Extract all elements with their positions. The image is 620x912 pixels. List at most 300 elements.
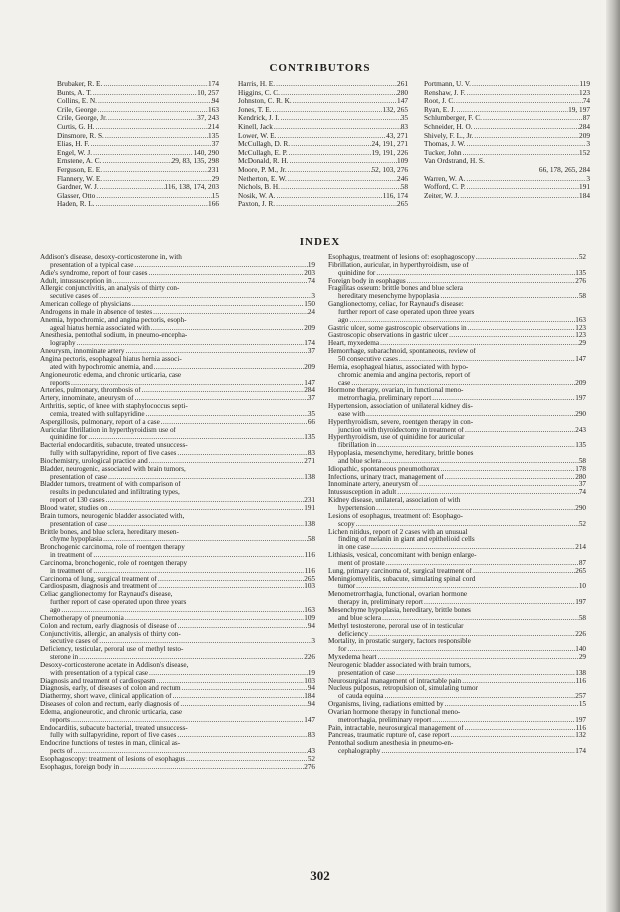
index-entry-text: Myxedema heart bbox=[328, 654, 377, 662]
index-entry-text: further report of case operated upon three years bbox=[338, 308, 475, 316]
contributor-entry bbox=[238, 192, 408, 201]
contributors-heading: CONTRIBUTORS bbox=[269, 62, 371, 74]
index-entry-pages: 132 bbox=[575, 732, 586, 740]
index-entry bbox=[328, 301, 586, 325]
index-entry-pages: 191 bbox=[304, 505, 315, 512]
contributors-column-1 bbox=[57, 80, 219, 209]
contributor-pages: 94 bbox=[211, 97, 219, 106]
index-entry bbox=[328, 403, 586, 419]
index-entry-pages: 94 bbox=[307, 701, 315, 709]
index-entry-text: Adult, intussusception in bbox=[40, 277, 112, 285]
index-entry bbox=[328, 740, 586, 756]
index-entry-text: hereditary mesenchyme hypoplasia bbox=[338, 293, 440, 301]
leader-dots bbox=[418, 481, 579, 489]
contributor-name: Crile, George, Jr. bbox=[57, 114, 107, 123]
leader-dots bbox=[148, 458, 305, 466]
index-entry bbox=[40, 544, 315, 560]
index-entry bbox=[40, 332, 315, 348]
index-entry-text: Bronchogenic carcinoma, role of roentgen therapy bbox=[40, 544, 185, 552]
leader-dots bbox=[92, 149, 193, 158]
index-entry bbox=[328, 364, 586, 388]
index-entry bbox=[40, 576, 315, 584]
index-entry-pages: 231 bbox=[304, 497, 315, 505]
index-entry-pages: 163 bbox=[575, 316, 586, 324]
contributor-pages: 19, 191, 226 bbox=[371, 148, 408, 157]
leader-dots bbox=[465, 175, 586, 184]
index-entry-pages: 203 bbox=[304, 269, 315, 277]
leader-dots bbox=[473, 132, 579, 141]
index-entry-text: Carcinoma, bronchogenic, role of roentgen therapy bbox=[40, 559, 188, 567]
index-entry-text: Adie's syndrome, report of four cases bbox=[40, 269, 148, 277]
contributor-entry bbox=[57, 192, 219, 201]
leader-dots bbox=[466, 89, 579, 98]
leader-dots bbox=[97, 106, 208, 115]
index-entry bbox=[40, 678, 315, 686]
leader-dots bbox=[276, 132, 386, 141]
leader-dots bbox=[76, 340, 305, 348]
index-entry-text: case bbox=[338, 379, 351, 387]
contributor-pages: 19, 197 bbox=[568, 105, 590, 114]
contributor-entry bbox=[424, 123, 590, 132]
leader-dots bbox=[124, 615, 304, 623]
index-entry-text: Auricular fibrillation in hyperthyroidism use of bbox=[40, 426, 176, 434]
leader-dots bbox=[464, 725, 576, 733]
index-entry-pages: 74 bbox=[307, 277, 315, 285]
index-entry bbox=[40, 513, 315, 529]
index-entry bbox=[328, 340, 586, 348]
contributor-name: McCullagh, E. P. bbox=[238, 148, 288, 157]
index-entry-pages: 209 bbox=[304, 324, 315, 332]
index-entry-pages: 150 bbox=[304, 301, 315, 309]
index-entry-pages: 43 bbox=[307, 748, 315, 756]
leader-dots bbox=[380, 748, 575, 756]
leader-dots bbox=[124, 348, 307, 356]
leader-dots bbox=[471, 80, 579, 89]
index-entry-text: junction with thyroidectomy in treatment of bbox=[338, 426, 464, 434]
index-entry-text: reports bbox=[50, 379, 70, 387]
index-entry bbox=[40, 458, 315, 466]
leader-dots bbox=[153, 364, 304, 372]
index-entry bbox=[40, 529, 315, 545]
index-entry-text: quinidine for bbox=[50, 434, 88, 442]
leader-dots bbox=[177, 623, 308, 631]
leader-dots bbox=[92, 552, 304, 560]
leader-dots bbox=[482, 114, 583, 123]
index-entry-text: Lung, primary carcinoma of, surgical treatment of bbox=[328, 567, 472, 575]
index-entry-pages: 209 bbox=[575, 379, 586, 387]
index-entry-text: reports bbox=[50, 716, 70, 724]
index-entry bbox=[40, 740, 315, 756]
leader-dots bbox=[440, 466, 576, 474]
index-entry-text: further report of case operated upon three years bbox=[50, 599, 187, 607]
index-entry-text: Endocarditis, subacute bacterial, treated unsuccess- bbox=[40, 724, 188, 732]
index-entry-text: Ganglionectomy, celiac, for Raynaud's disease: bbox=[328, 301, 464, 309]
index-entry bbox=[40, 764, 315, 772]
index-entry-pages: 290 bbox=[575, 505, 586, 512]
leader-dots bbox=[99, 183, 165, 192]
contributor-entry bbox=[238, 114, 408, 123]
index-entry-pages: 87 bbox=[578, 559, 586, 567]
contributor-pages: 66, 178, 265, 284 bbox=[538, 165, 590, 174]
index-entry bbox=[328, 481, 586, 489]
index-entry-text: lography bbox=[50, 340, 76, 348]
index-entry-pages: 103 bbox=[304, 677, 315, 685]
contributor-name: Higgins, C. C. bbox=[238, 88, 280, 97]
contributors-column-3 bbox=[424, 80, 590, 200]
contributor-pages: 184 bbox=[579, 191, 590, 200]
index-entry-pages: 184 bbox=[304, 693, 315, 701]
index-entry bbox=[40, 662, 315, 678]
contributor-name: Lower, W. E. bbox=[238, 131, 277, 140]
index-entry-pages: 19 bbox=[307, 261, 315, 269]
leader-dots bbox=[431, 395, 575, 403]
index-entry-text: Hypoplasia, mesenchyme, hereditary, brittle bones bbox=[328, 450, 474, 458]
index-entry bbox=[328, 732, 586, 740]
index-entry bbox=[328, 709, 586, 725]
contributor-pages: 15 bbox=[211, 191, 219, 200]
index-entry bbox=[40, 481, 315, 505]
leader-dots bbox=[119, 764, 304, 772]
index-entry-text: Chemotherapy of pneumonia bbox=[40, 614, 124, 622]
leader-dots bbox=[92, 89, 197, 98]
index-entry-text: Angioneurotic edema, and chronic urticaria, case bbox=[40, 371, 182, 379]
contributor-name: Nichols, B. H. bbox=[238, 183, 280, 192]
leader-dots bbox=[473, 123, 580, 132]
index-entry bbox=[328, 654, 586, 662]
contributor-pages: 83 bbox=[400, 122, 408, 131]
contributor-pages: 246 bbox=[397, 174, 408, 183]
contributor-name: Ernstene, A. C. bbox=[57, 157, 102, 166]
index-entry bbox=[328, 466, 586, 474]
index-entry-text: Deficiency, testicular, peroral use of methyl testo- bbox=[40, 646, 184, 654]
leader-dots bbox=[108, 505, 305, 513]
index-entry-text: Diagnosis, early, of diseases of colon and rectum bbox=[40, 685, 181, 693]
leader-dots bbox=[102, 175, 212, 184]
leader-dots bbox=[444, 474, 575, 482]
index-entry bbox=[328, 254, 586, 262]
index-entry-text: Pancreas, traumatic rupture of, case report bbox=[328, 732, 450, 740]
contributor-entry bbox=[238, 97, 408, 106]
leader-dots bbox=[348, 317, 575, 325]
index-entry-text: Pain, intractable, neurosurgical management of bbox=[328, 724, 464, 732]
index-entry-text: deficiency bbox=[338, 630, 368, 638]
leader-dots bbox=[275, 200, 397, 209]
index-entry-pages: 197 bbox=[575, 395, 586, 403]
index-entry bbox=[40, 631, 315, 647]
contributor-name: Van Ordstrand, H. S. bbox=[424, 157, 485, 166]
contributor-entry bbox=[57, 149, 219, 158]
index-entry-pages: 147 bbox=[304, 716, 315, 724]
index-entry-text: Artery, innominate, aneurysm of bbox=[40, 395, 134, 403]
index-entry-pages: 197 bbox=[575, 716, 586, 724]
leader-dots bbox=[381, 615, 579, 623]
index-entry-text: Blood water, studies on bbox=[40, 505, 108, 512]
index-entry-text: Idiopathic, spontaneous pneumothorax bbox=[328, 465, 440, 473]
contributor-entry bbox=[238, 80, 408, 89]
leader-dots bbox=[155, 678, 304, 686]
index-entry bbox=[40, 317, 315, 333]
index-entry-text: quinidine for bbox=[338, 269, 376, 277]
contributor-entry bbox=[424, 183, 590, 192]
index-entry-text: Endocrine functions of testes in man, clinical as- bbox=[40, 740, 181, 748]
index-entry-pages: 138 bbox=[304, 520, 315, 528]
index-entry bbox=[328, 325, 586, 333]
leader-dots bbox=[78, 654, 304, 662]
index-entry-pages: 140 bbox=[575, 646, 586, 654]
index-entry bbox=[40, 646, 315, 662]
contributor-pages: 163 bbox=[208, 105, 219, 114]
index-entry-pages: 226 bbox=[304, 654, 315, 662]
index-entry-text: in treatment of bbox=[50, 552, 93, 560]
index-entry-pages: 257 bbox=[575, 693, 586, 701]
leader-dots bbox=[97, 97, 212, 106]
contributor-pages: 24, 191, 271 bbox=[371, 140, 408, 149]
index-entry-text: Brittle bones, and blue sclera, hereditary mesen- bbox=[40, 528, 179, 536]
leader-dots bbox=[365, 411, 575, 419]
index-entry bbox=[40, 505, 315, 513]
contributor-name: Kendrick, J. I. bbox=[238, 114, 280, 123]
index-entry bbox=[328, 591, 586, 607]
index-entry-text: ment of prostate bbox=[338, 559, 385, 567]
leader-dots bbox=[98, 638, 311, 646]
index-entry-text: Arteries, pulmonary, thrombosis of bbox=[40, 387, 141, 395]
index-entry-text: ago bbox=[50, 606, 61, 614]
contributor-pages: 3 bbox=[586, 140, 590, 149]
index-entry-pages: 52 bbox=[578, 520, 586, 528]
leader-dots bbox=[444, 701, 579, 709]
index-entry-pages: 138 bbox=[304, 473, 315, 481]
leader-dots bbox=[95, 192, 211, 201]
index-entry-pages: 174 bbox=[304, 340, 315, 348]
leader-dots bbox=[456, 106, 569, 115]
index-entry bbox=[40, 419, 315, 427]
index-entry-pages: 265 bbox=[304, 575, 315, 583]
index-entry bbox=[40, 372, 315, 388]
index-entry-pages: 19 bbox=[307, 669, 315, 677]
leader-dots bbox=[273, 123, 401, 132]
leader-dots bbox=[70, 380, 304, 388]
index-entry-text: Infections, urinary tract, management of bbox=[328, 473, 444, 481]
leader-dots bbox=[92, 568, 304, 576]
contributor-entry bbox=[57, 140, 219, 149]
index-entry-text: Hyperthyroidism, severe, roentgen therapy in con- bbox=[328, 418, 474, 426]
index-entry bbox=[40, 591, 315, 615]
index-entry-text: Foreign body in esophagus bbox=[328, 277, 406, 285]
leader-dots bbox=[375, 505, 575, 513]
index-entry-pages: 3 bbox=[311, 293, 315, 301]
contributor-entry bbox=[57, 166, 219, 175]
contributor-pages: 116, 138, 174, 203 bbox=[164, 183, 219, 192]
index-entry-text: Aneurysm, innominate artery bbox=[40, 348, 125, 356]
index-entry-text: Colon and rectum, early diagnosis of disease of bbox=[40, 622, 177, 630]
index-entry-pages: 10 bbox=[578, 583, 586, 591]
leader-dots bbox=[368, 631, 575, 639]
index-entry bbox=[328, 434, 586, 450]
index-entry bbox=[328, 529, 586, 553]
contributor-pages: 109 bbox=[397, 157, 408, 166]
index-entry bbox=[40, 301, 315, 309]
index-entry bbox=[328, 623, 586, 639]
contributor-pages: 29, 83, 135, 298 bbox=[171, 157, 219, 166]
leader-dots bbox=[104, 132, 208, 141]
index-entry-text: Bladder tumors, treatment of with comparison of bbox=[40, 481, 181, 489]
contributor-pages: 116, 174 bbox=[382, 191, 408, 200]
index-entry bbox=[40, 403, 315, 419]
index-entry bbox=[40, 254, 315, 270]
leader-dots bbox=[288, 157, 397, 166]
contributor-pages: 152 bbox=[579, 148, 590, 157]
index-entry-text: sterone in bbox=[50, 654, 79, 662]
leader-dots bbox=[398, 356, 575, 364]
index-entry-pages: 103 bbox=[304, 583, 315, 591]
contributor-name: Moore, P. M., Jr. bbox=[238, 165, 287, 174]
contributor-name: Flannery, W. E. bbox=[57, 174, 103, 183]
index-entry-pages: 66 bbox=[307, 418, 315, 426]
contributor-name: Warren, W. A. bbox=[424, 174, 466, 183]
leader-dots bbox=[107, 474, 304, 482]
index-entry bbox=[328, 685, 586, 701]
index-entry-text: Esophagoscopy: treatment of lesions of esophagus bbox=[40, 756, 186, 763]
index-entry-text: Hypertension, association of unilateral kidney dis- bbox=[328, 403, 473, 411]
leader-dots bbox=[70, 717, 304, 725]
index-entry-pages: 290 bbox=[575, 410, 586, 418]
contributor-entry bbox=[424, 114, 590, 123]
index-entry-pages: 109 bbox=[304, 614, 315, 622]
index-entry-text: Organisms, living, radiations emitted by bbox=[328, 701, 444, 709]
contributor-pages: 214 bbox=[208, 122, 219, 131]
index-entry-pages: 37 bbox=[307, 348, 315, 356]
index-entry-text: chromic anemia and angina pectoris, report of bbox=[338, 371, 471, 379]
index-entry-text: Neurogenic bladder associated with brain tumors, bbox=[328, 661, 471, 669]
index-entry-text: Esophagus, foreign body in bbox=[40, 763, 120, 771]
index-entry bbox=[328, 262, 586, 278]
index-entry-pages: 123 bbox=[575, 332, 586, 340]
index-entry-text: Mesenchyme hypoplasia, hereditary, brittle bones bbox=[328, 606, 471, 614]
leader-dots bbox=[288, 149, 372, 158]
index-entry-text: in treatment of bbox=[50, 567, 93, 575]
leader-dots bbox=[395, 670, 575, 678]
contributor-entry bbox=[424, 106, 590, 115]
index-entry bbox=[40, 583, 315, 591]
leader-dots bbox=[370, 544, 575, 552]
contributor-entry bbox=[238, 123, 408, 132]
contributor-pages: 123 bbox=[579, 88, 590, 97]
index-entry-text: ago bbox=[338, 316, 349, 324]
index-entry-text: Angina pectoris, esophageal hiatus hernia associ- bbox=[40, 355, 182, 363]
leader-dots bbox=[147, 270, 304, 278]
index-entry-pages: 284 bbox=[304, 387, 315, 395]
index-entry-text: Methyl testosterone, peroral use of in testicular bbox=[328, 622, 464, 630]
leader-dots bbox=[152, 309, 308, 317]
page-number: 302 bbox=[310, 868, 330, 883]
index-entry-pages: 116 bbox=[575, 724, 586, 732]
leader-dots bbox=[87, 434, 304, 442]
contributor-name: Ryan, E. J. bbox=[424, 105, 456, 114]
leader-dots bbox=[464, 427, 575, 435]
contributor-pages: 52, 103, 276 bbox=[371, 165, 408, 174]
leader-dots bbox=[148, 670, 308, 678]
index-entry-pages: 37 bbox=[307, 395, 315, 403]
leader-dots bbox=[275, 80, 397, 89]
leader-dots bbox=[472, 568, 575, 576]
contributor-pages: 191 bbox=[579, 183, 590, 192]
contributor-entry bbox=[424, 157, 590, 166]
contributor-entry bbox=[424, 132, 590, 141]
index-entry-text: presentation of a typical case bbox=[50, 261, 134, 269]
index-entry bbox=[40, 285, 315, 301]
leader-dots bbox=[95, 200, 209, 209]
contributor-pages: 87 bbox=[582, 114, 590, 123]
contributor-entry bbox=[57, 89, 219, 98]
index-entry-text: Androgens in male in absence of testes bbox=[40, 308, 153, 316]
index-entry-pages: 94 bbox=[307, 622, 315, 630]
index-entry-pages: 197 bbox=[575, 599, 586, 607]
contributor-name: Bunts, A. T. bbox=[57, 88, 92, 97]
leader-dots bbox=[98, 293, 311, 301]
contributor-name: Netherton, E. W. bbox=[238, 174, 287, 183]
contributor-pages: 35 bbox=[400, 114, 408, 123]
index-entry bbox=[328, 278, 586, 286]
index-entry-pages: 52 bbox=[578, 254, 586, 261]
contributor-entry bbox=[238, 132, 408, 141]
index-entry-text: therapy in, preliminary report bbox=[338, 599, 424, 607]
index-entry-text: of cauda equina bbox=[338, 693, 384, 701]
leader-dots bbox=[102, 80, 208, 89]
contributor-entry bbox=[424, 89, 590, 98]
leader-dots bbox=[73, 748, 308, 756]
contributor-pages: 119 bbox=[579, 80, 590, 88]
index-entry-text: hypertension bbox=[338, 505, 376, 512]
index-entry-pages: 58 bbox=[578, 293, 586, 301]
index-entry-text: cephalography bbox=[338, 748, 381, 756]
index-entry-text: Conjunctivitis, allergic, an analysis of thirty con- bbox=[40, 630, 181, 638]
index-entry-text: Hormone therapy, ovarian, in functional meno- bbox=[328, 387, 464, 395]
leader-dots bbox=[406, 278, 576, 286]
index-entry-pages: 58 bbox=[578, 457, 586, 465]
index-entry-text: Edema, angioneurotic, and chronic urticaria, case bbox=[40, 708, 183, 716]
contributor-pages: 74 bbox=[582, 97, 590, 106]
index-entry-text: presentation of case bbox=[50, 473, 108, 481]
index-entry-text: Hemorrhage, subarachnoid, spontaneous, review of bbox=[328, 348, 476, 356]
index-entry-text: Kidney disease, unilateral, association of with bbox=[328, 497, 461, 505]
index-entry-text: Carcinoma of lung, surgical treatment of bbox=[40, 575, 157, 583]
contributor-name: Brubaker, R. E. bbox=[57, 80, 103, 88]
index-entry-text: results in pedunculated and infiltrating types, bbox=[50, 489, 180, 497]
index-entry-pages: 135 bbox=[575, 269, 586, 277]
index-entry bbox=[40, 466, 315, 482]
leader-dots bbox=[287, 166, 372, 175]
contributor-entry bbox=[238, 175, 408, 184]
index-entry-pages: 83 bbox=[307, 732, 315, 740]
leader-dots bbox=[375, 270, 575, 278]
contributor-entry bbox=[57, 114, 219, 123]
leader-dots bbox=[448, 332, 575, 340]
leader-dots bbox=[450, 732, 576, 740]
index-entry-text: Arthritis, septic, of knee with staphylococcus septi- bbox=[40, 403, 188, 411]
index-column-2 bbox=[328, 254, 586, 756]
index-entry-text: Nucleus pulposus, retropulsion of, simulating tumor bbox=[328, 685, 478, 693]
index-entry-pages: 3 bbox=[311, 638, 315, 646]
leader-dots bbox=[459, 192, 579, 201]
leader-dots bbox=[466, 183, 579, 192]
index-entry bbox=[328, 348, 586, 364]
index-entry-text: 50 consecutive cases bbox=[338, 355, 398, 363]
leader-dots bbox=[133, 262, 307, 270]
index-entry-text: with presentation of a typical case bbox=[50, 669, 148, 677]
contributor-entry bbox=[238, 157, 408, 166]
contributor-pages: 135 bbox=[208, 131, 219, 140]
leader-dots bbox=[462, 149, 580, 158]
